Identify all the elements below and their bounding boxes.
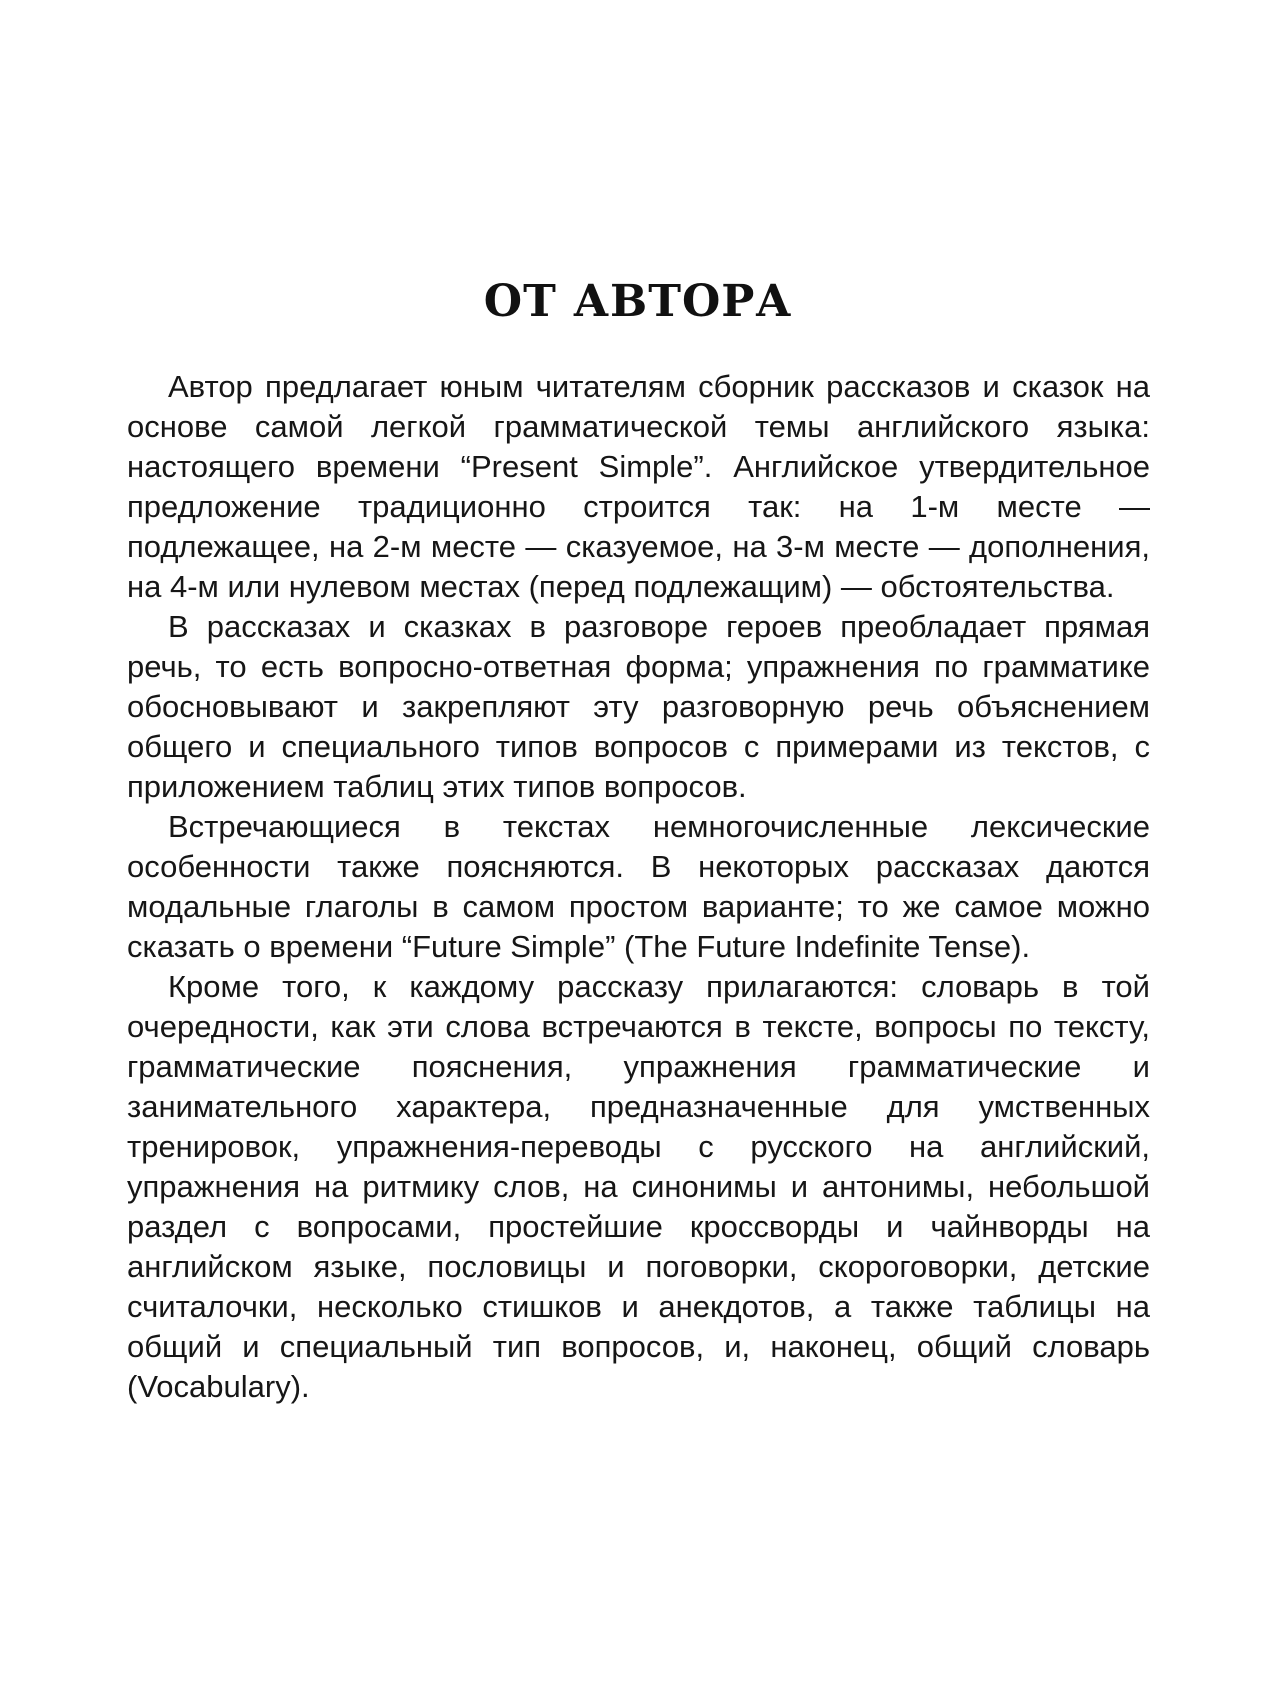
- paragraph-1: Автор предлагает юным читателям сборник рассказов и сказок на основе самой легкой грамматической темы английского языка: настоящего времени “Present Simple”. Английское утвердительное предложение традиционно строится так: на 1-м месте — подлежащее, на 2-м месте — сказуемое, на 3-м месте — дополнения, на 4-м или нулевом местах (перед подлежащим) — обстоятельства.: [127, 369, 1150, 604]
- paragraph-4: Кроме того, к каждому рассказу прилагаются: словарь в той очередности, как эти слова встречаются в тексте, вопросы по тексту, грамматические пояснения, упражнения грамматические и занимательного характера, предназначенные для умственных тренировок, упражнения-переводы с русского на английский, упражнения на ритмику слов, на синонимы и антонимы, небольшой раздел с вопросами, простейшие кроссворды и чайнворды на английском языке, пословицы и поговорки, скороговорки, детские считалочки, несколько стишков и анекдотов, а также таблицы на общий и специальный тип вопросов, и, наконец, общий словарь (Vocabulary).: [127, 969, 1150, 1404]
- paragraph-3: Встречающиеся в текстах немногочисленные лексические особенности также поясняются. В некоторых рассказах даются модальные глаголы в самом простом варианте; то же самое можно сказать о времени “Future Simple” (The Future Indefinite Tense).: [127, 809, 1150, 964]
- paragraph-2: В рассказах и сказках в разговоре героев преобладает прямая речь, то есть вопросно-ответная форма; упражнения по грамматике обосновывают и закрепляют эту разговорную речь объяснением общего и специального типов вопросов с примерами из текстов, с приложением таблиц этих типов вопросов.: [127, 609, 1150, 804]
- page-title: ОТ АВТОРА: [483, 276, 793, 327]
- preface-body: [127, 367, 1150, 1407]
